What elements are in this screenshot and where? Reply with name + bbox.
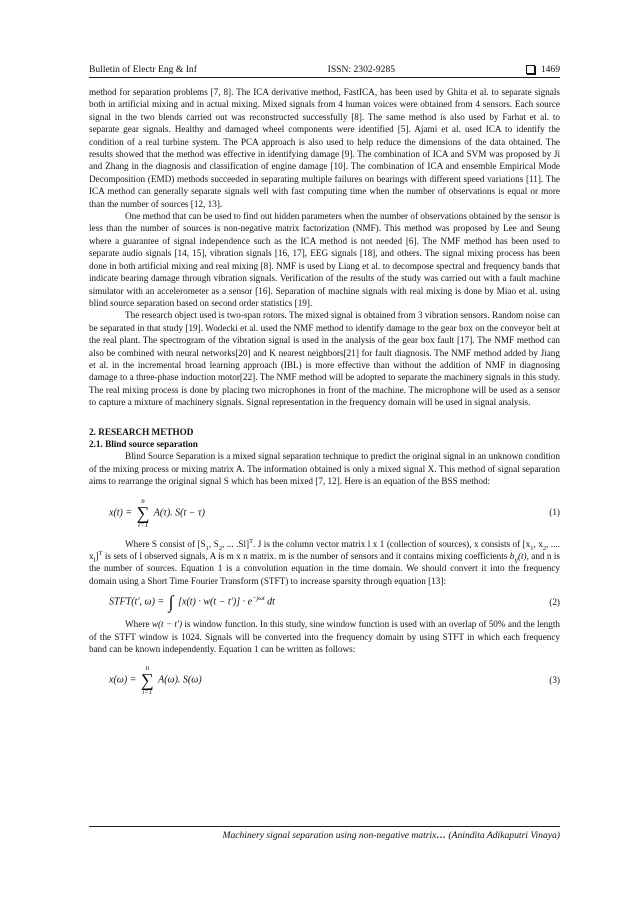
journal-name: Bulletin of Electr Eng & Inf: [89, 64, 197, 75]
header-rule: [89, 77, 560, 78]
footer-rule: [89, 826, 560, 827]
square-bullet-icon: [526, 65, 535, 74]
equation-1: x(t) = n ∑ i=1 A(τ). S(t − τ) (1): [109, 496, 560, 529]
paragraph-6: Where w(t − t′) is window function. In this study, sine window function is used with an overlap of 50% and the length of the STFT window is 1024. Signals will be converted into the frequency domain by using STFT in which each frequency band can be known independently. Equation 1 can be written as follows:: [89, 619, 560, 654]
page-number: 1469: [540, 64, 560, 75]
paragraph-4: Blind Source Separation is a mixed signal separation technique to predict the original signal in an unknown condition of the mixing process or mixing matrix A. The information obtained is only a mixed signal X. This method of signal separation aims to rearrange the original signal S which has been mixed [7, 12]. Here is an equation of the BSS method:: [89, 451, 560, 487]
section-heading: 2. RESEARCH METHOD: [89, 426, 194, 437]
summation-symbol: n ∑ i=1: [140, 664, 154, 697]
summation-symbol: n ∑ i=1: [136, 496, 150, 529]
paragraph-3: The research object used is two-span rotors. The mixed signal is obtained from 3 vibration sensors. Random noise can be separated in that study [19]. Wodecki et al. used the NMF method to identify damage to the gear box on the conveyor belt at the real plant. The spectrogram of the vibration signal is used in the analysis of the gear box fault [17]. The NMF method can also be combined with neural networks[20] and K nearest neighbors[21] for fault diagnosis. The NMF method added by Jiang et al. in the incremental broad learning approach (IBL) is more effective than without the addition of NMF in diagnosing damage to a three-phase induction motor[22]. The NMF method will be adopted to separate the machinery signals in this study. The real mixing process is done by placing two microphones in front of the machine. The microphone will be used as a sensor to capture a mixture of machinery signals. Signal representation in the frequency domain will be used in signal analysis.: [89, 310, 560, 408]
subsection-heading: 2.1. Blind source separation: [89, 438, 198, 449]
body-text: [89, 86, 560, 705]
footer-author: (Anindita Adikaputri Vinaya): [446, 830, 560, 841]
paragraph-5: Where S consist of [$S_1$, $S_2$, ... .Sl]$^T$. J is the column vector matrix l x 1 (collection of sources), x consists of [$x_1$, $x_2$, .... $x_l]^T$ is sets of l observed signals, A is m x n matrix. m is the number of sensors and it contains mixing coefficients $b_{ij}(t)$, and n is the number of sources. Equation 1 is a convolution equation in the time domain. We should convert it into the frequency domain using a Short Time Fourier Transform (STFT) to increase sparsity through equation [13]:: [89, 537, 560, 586]
page-number-group: [526, 64, 560, 75]
running-header: [89, 59, 560, 75]
integral-symbol: ∫: [168, 592, 174, 613]
equation-2: STFT(t′, ω) = ∫ $[x(t) \cdot w(t - t')] \cdot e^{-j\omega t}$ dt (2): [109, 592, 560, 613]
paragraph-1: method for separation problems [7, 8]. The ICA derivative method, FastICA, has been used by Ghita et al. to separate signals both in artificial mixing and in actual mixing. Mixed signals from 4 human voices were obtained from 4 sensors. Each source signal in the two blends carried out was reconstructed successfully [8]. The same method is also used by Farhat et al. to separate gear signals. Healthy and damaged wheel components were identified [5]. Ajami et al. used ICA to identify the condition of a real turbine system. The PCA approach is also used to help reduce the dimensions of the data obtained. The results showed that the method was effective in identifying damage [9]. The combination of ICA and SVM was proposed by Ji and Zhang in the diagnosis and classification of engine damage [10]. The combination of ICA and ensemble Empirical Mode Decomposition (EMD) methods succeeded in separating multiple failures on bearings with different speed variations [11]. The ICA method can generally separate signals well with fast computing time when the number of observations is equal or more than the number of sources [12, 13].: [89, 87, 560, 209]
equation-3: x(ω) = n ∑ i=1 A(ω). S(ω) (3): [109, 664, 560, 697]
equation-3-number: (3): [549, 675, 560, 686]
issn: ISSN: 2302-9285: [327, 64, 396, 75]
footer-title: Machinery signal separation using non-negative matrix: [222, 830, 437, 841]
running-footer: Machinery signal separation using non-negative matrix… (Anindita Adikaputri Vinaya): [222, 830, 560, 841]
paragraph-2: One method that can be used to find out hidden parameters when the number of observations obtained by the sensor is less than the number of sources is non-negative matrix factorization (NMF). This method was proposed by Lee and Seung where a guarantee of signal independence such as the ICA method is not needed [6]. The NMF method has been used to separate audio signals [14, 15], vibration signals [16, 17], EEG signals [18], and others. The signal mixing process has been done in both artificial mixing and real mixing [8]. NMF is used by Liang et al. to decompose spectral and frequency bands that indicate bearing damage through vibration signals. Verification of the results of the study was carried out with a fault machine simulator with an accelerometer as a sensor [16]. Separation of machine signals with real mixing is done by Miao et al. using blind source separation based on second order statistics [19].: [89, 211, 560, 308]
equation-1-number: (1): [549, 507, 560, 518]
equation-2-number: (2): [549, 597, 560, 608]
